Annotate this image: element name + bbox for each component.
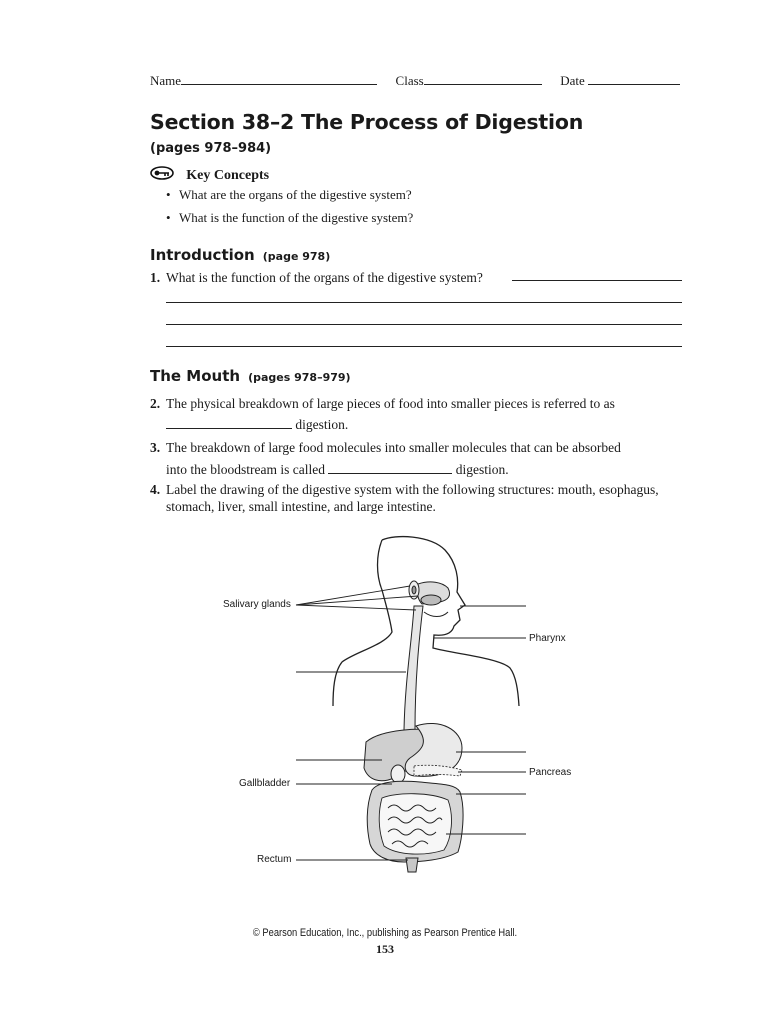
question-2: 2. The physical breakdown of large pieces of food into smaller pieces is referred to as	[150, 396, 615, 411]
question-4: 4. Label the drawing of the digestive system with the following structures: mouth, esophagus, stomach, liver, small intestine, and large intestine.	[150, 482, 659, 514]
key-concept-item: • What is the function of the digestive system?	[166, 210, 414, 225]
key-concept-item: • What are the organs of the digestive system?	[166, 187, 412, 202]
name-field[interactable]	[181, 72, 377, 85]
class-field[interactable]	[424, 72, 542, 85]
question-1: 1. What is the function of the organs of the digestive system?	[150, 270, 483, 285]
question-3: 3. The breakdown of large food molecules into smaller molecules that can be absorbed	[150, 440, 621, 455]
label-salivary-glands: Salivary glands	[223, 599, 291, 610]
header-row	[150, 72, 682, 90]
copyright-footer: © Pearson Education, Inc., publishing as Pearson Prentice Hall.	[252, 927, 518, 939]
question-3-line: into the bloodstream is called digestion.	[166, 462, 509, 477]
body-outline	[333, 537, 519, 706]
date-label: Date	[560, 73, 585, 88]
label-pharynx: Pharynx	[529, 633, 566, 644]
date-field[interactable]	[588, 72, 680, 85]
esophagus	[404, 606, 423, 730]
digestive-system-diagram	[200, 530, 600, 890]
section-pages: (pages 978–984)	[150, 141, 272, 156]
label-pancreas: Pancreas	[529, 767, 572, 778]
section-title: Section 38–2 The Process of Digestion	[150, 110, 584, 134]
answer-blank[interactable]	[166, 416, 292, 429]
answer-blank[interactable]	[328, 461, 452, 474]
mouth-heading: The Mouth (pages 978–979)	[150, 367, 351, 385]
gallbladder	[391, 765, 405, 783]
key-icon	[150, 166, 174, 184]
class-label: Class	[395, 73, 424, 88]
key-concepts-header	[150, 166, 269, 184]
answer-line[interactable]	[166, 302, 682, 303]
page-number: 153	[376, 942, 394, 956]
answer-line[interactable]	[166, 324, 682, 325]
label-gallbladder: Gallbladder	[239, 778, 291, 789]
question-2-line: digestion.	[166, 414, 682, 435]
small-intestine	[379, 794, 451, 854]
label-rectum: Rectum	[257, 854, 292, 865]
answer-line[interactable]	[166, 346, 682, 347]
name-label: Name	[150, 73, 182, 88]
key-concepts-label: Key Concepts	[186, 167, 270, 183]
introduction-heading: Introduction (page 978)	[150, 246, 331, 264]
answer-line[interactable]	[512, 280, 682, 281]
